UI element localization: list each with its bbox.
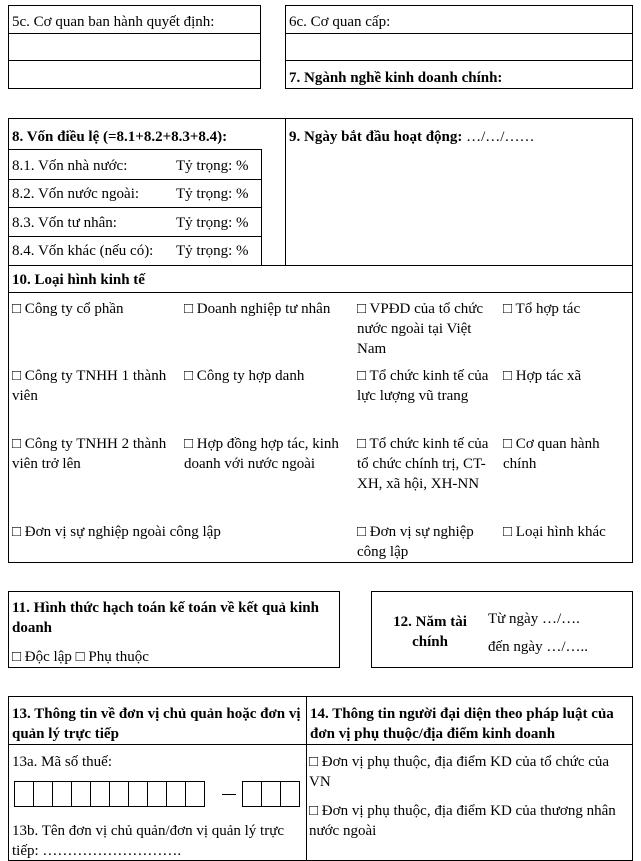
- option-foreign-rep-office[interactable]: □ VPĐD của tổ chức nước ngoài tại Việt Nam: [357, 301, 484, 357]
- section-14-title: 14. Thông tin người đại diện theo pháp luật của đơn vị phụ thuộc/địa điểm kinh doanh: [310, 706, 614, 742]
- option-cooperative[interactable]: □ Hợp tác xã: [503, 368, 582, 384]
- tax-code-cell[interactable]: [147, 781, 167, 807]
- tax-code-separator: [222, 794, 236, 795]
- section-9-start-date: [289, 127, 534, 147]
- option-other-type[interactable]: □ Loại hình khác: [503, 524, 606, 540]
- option-llc-two-members[interactable]: □ Công ty TNHH 2 thành viên trở lên: [12, 436, 167, 472]
- tax-code-cell[interactable]: [33, 781, 53, 807]
- capital-private-label: 8.3. Vốn tư nhân:: [12, 215, 117, 231]
- option-public-unit[interactable]: □ Đơn vị sự nghiệp công lập: [357, 524, 474, 560]
- section-5c-label: 5c. Cơ quan ban hành quyết định:: [12, 14, 215, 30]
- capital-foreign-label: 8.2. Vốn nước ngoài:: [12, 186, 140, 202]
- option-cooperative-group[interactable]: □ Tổ hợp tác: [503, 301, 581, 317]
- tax-code-branch-cell[interactable]: [242, 781, 262, 807]
- capital-state-ratio: Tỷ trọng: %: [176, 158, 249, 174]
- tax-code-cell[interactable]: [52, 781, 72, 807]
- option-administrative-agency[interactable]: □ Cơ quan hành chính: [503, 436, 600, 472]
- tax-code-cell[interactable]: [109, 781, 129, 807]
- fiscal-year-from[interactable]: Từ ngày …/….: [488, 611, 580, 627]
- section-7-label: 7. Ngành nghề kinh doanh chính:: [289, 70, 503, 86]
- tax-code-cell[interactable]: [185, 781, 205, 807]
- tax-code-branch-cell[interactable]: [261, 781, 281, 807]
- tax-code-cell[interactable]: [166, 781, 186, 807]
- tax-code-label: 13a. Mã số thuế:: [12, 754, 112, 770]
- capital-foreign-ratio: Tỷ trọng: %: [176, 186, 249, 202]
- accounting-options[interactable]: □ Độc lập □ Phụ thuộc: [12, 649, 149, 665]
- section-11-title: 11. Hình thức hạch toán kế toán về kết quả kinh doanh: [12, 600, 319, 636]
- tax-code-cell[interactable]: [128, 781, 148, 807]
- tax-code-branch-cell[interactable]: [280, 781, 300, 807]
- tax-code-cell[interactable]: [14, 781, 34, 807]
- section-8-title: 8. Vốn điều lệ (=8.1+8.2+8.3+8.4):: [12, 129, 228, 145]
- option-non-public-unit[interactable]: □ Đơn vị sự nghiệp ngoài công lập: [12, 524, 221, 540]
- tax-code-cell[interactable]: [71, 781, 91, 807]
- section-9-label: 9. Ngày bắt đầu hoạt động:: [289, 129, 463, 145]
- option-armed-forces-org[interactable]: □ Tổ chức kinh tế của lực lượng vũ trang: [357, 368, 489, 404]
- tax-code-main-cells[interactable]: [14, 781, 204, 807]
- tax-code-branch-cells[interactable]: [242, 781, 299, 807]
- option-joint-stock-company[interactable]: □ Công ty cổ phần: [12, 301, 124, 317]
- fiscal-year-to[interactable]: đến ngày …/…..: [488, 639, 588, 655]
- capital-private-ratio: Tỷ trọng: %: [176, 215, 249, 231]
- option-private-enterprise[interactable]: □ Doanh nghiệp tư nhân: [184, 301, 331, 317]
- granting-authority-field[interactable]: [286, 34, 632, 60]
- capital-other-ratio: Tỷ trọng: %: [176, 243, 249, 259]
- tax-code-cell[interactable]: [90, 781, 110, 807]
- option-domestic-branch[interactable]: □ Đơn vị phụ thuộc, địa điểm KD của tổ chức của VN: [309, 754, 610, 790]
- start-date-value[interactable]: …/…/……: [466, 129, 535, 145]
- option-partnership[interactable]: □ Công ty hợp danh: [184, 368, 305, 384]
- issuer-authority-field[interactable]: [9, 34, 260, 60]
- option-political-org[interactable]: □ Tổ chức kinh tế của tổ chức chính trị, CT-XH, xã hội, XH-NN: [357, 436, 489, 492]
- issuer-authority-field-2[interactable]: [9, 61, 260, 88]
- managing-unit-name-label[interactable]: 13b. Tên đơn vị chủ quản/đơn vị quản lý trực tiếp: ……………………….: [12, 823, 285, 859]
- section-10-title: 10. Loại hình kinh tế: [12, 272, 145, 288]
- section-12-title: 12. Năm tài chính: [393, 614, 467, 650]
- section-6c-label: 6c. Cơ quan cấp:: [289, 14, 391, 30]
- section-13-title: 13. Thông tin về đơn vị chủ quản hoặc đơn vị quản lý trực tiếp: [12, 706, 301, 742]
- option-foreign-trader-branch[interactable]: □ Đơn vị phụ thuộc, địa điểm KD của thương nhân nước ngoài: [309, 803, 616, 839]
- capital-other-label: 8.4. Vốn khác (nếu có):: [12, 243, 154, 259]
- option-llc-one-member[interactable]: □ Công ty TNHH 1 thành viên: [12, 368, 167, 404]
- option-foreign-business-contract[interactable]: □ Hợp đồng hợp tác, kinh doanh với nước ngoài: [184, 436, 339, 472]
- capital-state-label: 8.1. Vốn nhà nước:: [12, 158, 128, 174]
